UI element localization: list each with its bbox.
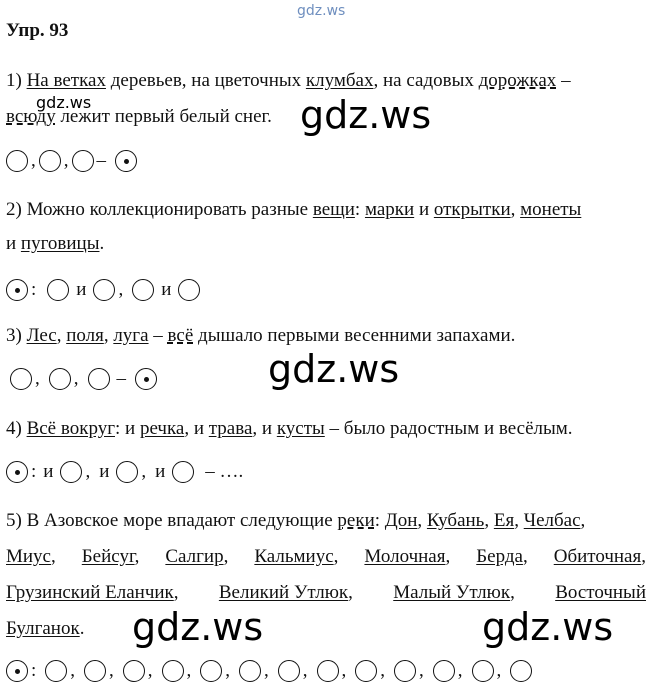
word-generalizing: всюду: [6, 106, 56, 127]
watermark-4: gdz.ws: [482, 605, 614, 649]
circle-icon: [47, 279, 69, 301]
sentence-1-line-1: 1) На ветках деревьев, на цветочных клумбах, на садовых дорожках –: [6, 70, 571, 91]
sentence-2-line-1: 2) Можно коллекционировать разные вещи: марки и открытки, монеты: [6, 199, 582, 220]
circle-icon: [45, 660, 67, 682]
watermark-3: gdz.ws: [132, 605, 264, 649]
watermark-2: gdz.ws: [268, 347, 400, 391]
circle-icon: [123, 660, 145, 682]
dotted-circle-icon: [135, 368, 157, 390]
circle-icon: [317, 660, 339, 682]
scheme-2: : и , и: [6, 279, 200, 301]
circle-icon: [6, 150, 28, 172]
sentence-5-line-4: Булганок.: [6, 618, 85, 639]
circle-icon: [172, 461, 194, 483]
watermark-small: gdz.ws: [36, 93, 92, 112]
word-subject: клумбах: [305, 70, 374, 91]
dotted-circle-icon: [6, 461, 28, 483]
circle-icon: [433, 660, 455, 682]
exercise-title: Упр. 93: [6, 20, 69, 41]
dotted-circle-icon: [6, 279, 28, 301]
circle-icon: [72, 150, 94, 172]
dotted-circle-icon: [115, 150, 137, 172]
dotted-circle-icon: [6, 660, 28, 682]
sentence-4: 4) Всё вокруг: и речка, и трава, и кусты – было радостным и весёлым.: [6, 418, 573, 439]
circle-icon: [472, 660, 494, 682]
circle-icon: [510, 660, 532, 682]
circle-icon: [49, 368, 71, 390]
sentence-5-line-1: 5) В Азовское море впадают следующие реки: Дон, Кубань, Ея, Челбас,: [6, 510, 586, 531]
circle-icon: [60, 461, 82, 483]
circle-icon: [116, 461, 138, 483]
watermark-top: gdz.ws: [297, 3, 346, 19]
circle-icon: [132, 279, 154, 301]
circle-icon: [10, 368, 32, 390]
circle-icon: [355, 660, 377, 682]
circle-icon: [278, 660, 300, 682]
circle-icon: [84, 660, 106, 682]
sentence-3: 3) Лес, поля, луга – всё дышало первыми весенними запахами.: [6, 325, 516, 346]
word-subject: На ветках: [26, 70, 106, 91]
watermark-1: gdz.ws: [300, 93, 432, 137]
sentence-1-line-2: всюду лежит первый белый снег.: [6, 106, 272, 127]
scheme-5: : , , , , , , , , , , , ,: [6, 660, 532, 682]
circle-icon: [239, 660, 261, 682]
circle-icon: [88, 368, 110, 390]
word-subject: дорожках: [478, 70, 557, 91]
circle-icon: [200, 660, 222, 682]
scheme-1: , , –: [6, 150, 137, 172]
scheme-4: : и , и , и – ….: [6, 461, 243, 483]
sentence-5-line-3: Грузинский Еланчик, Великий Утлюк, Малый Утлюк, Восточный: [6, 582, 646, 603]
sentence-5-line-2: Миус, Бейсуг, Салгир, Кальмиус, Молочная, Берда, Обиточная,: [6, 546, 646, 567]
circle-icon: [394, 660, 416, 682]
scheme-3: , , –: [10, 368, 157, 390]
circle-icon: [178, 279, 200, 301]
circle-icon: [93, 279, 115, 301]
circle-icon: [162, 660, 184, 682]
sentence-2-line-2: и пуговицы.: [6, 233, 105, 254]
circle-icon: [39, 150, 61, 172]
